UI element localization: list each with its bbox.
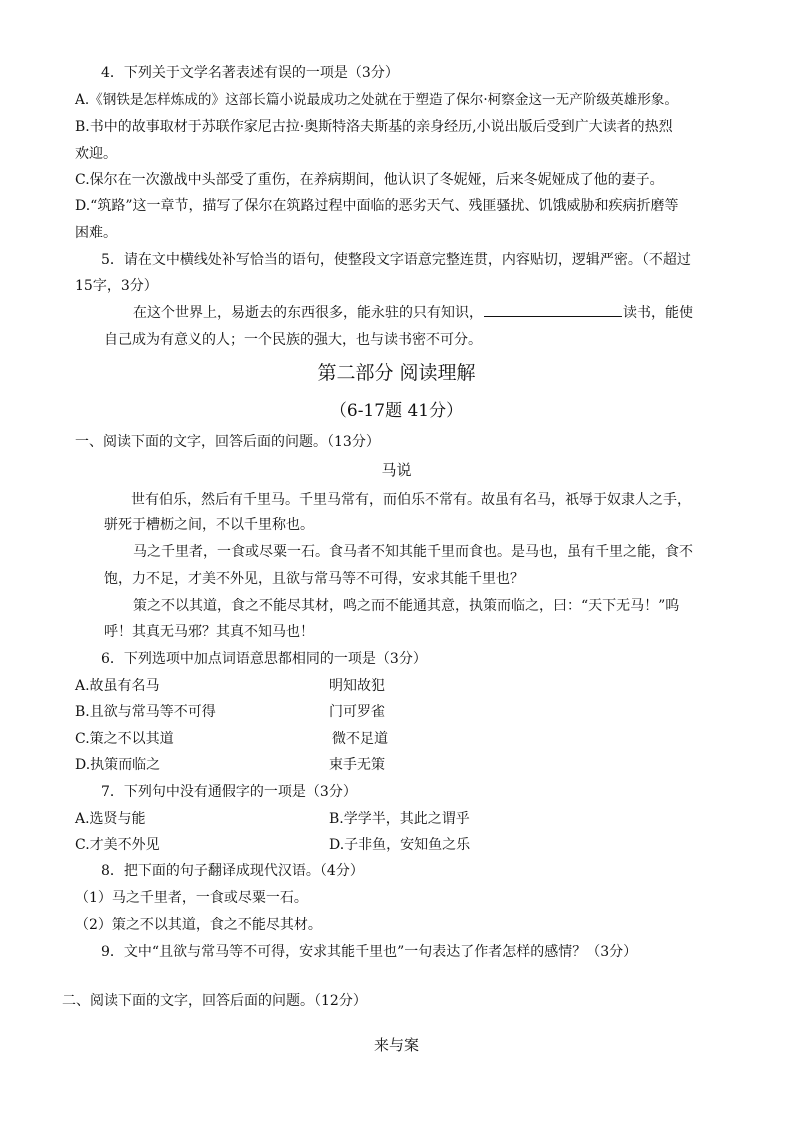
q7-stem: 7．下列句中没有通假字的一项是（3分） — [101, 784, 357, 800]
q6-option-d-compare: 束手无策 — [329, 757, 385, 773]
passage-p3-line1: 策之不以其道，食之不能尽其材，鸣之而不能通其意，执策而临之，曰：“天下无马！”呜 — [133, 598, 680, 614]
part2-title: 第二部分 阅读理解 — [317, 362, 476, 384]
q5-stem-line2: 15字，3分） — [75, 278, 158, 294]
q5-passage-after-blank: 读书，能使 — [623, 305, 693, 321]
q6-option-c: C.策之不以其道 — [75, 731, 174, 747]
passage-p2-line2: 饱，力不足，才美不外见，且欲与常马等不可得，安求其能千里也？ — [104, 571, 524, 587]
q4-stem: 4．下列关于文学名著表述有误的一项是（3分） — [101, 65, 399, 81]
q8-stem: 8．把下面的句子翻译成现代汉语。（4分） — [101, 863, 364, 879]
q5-answer-blank[interactable] — [484, 304, 622, 317]
q6-option-d: D.执策而临之 — [75, 757, 161, 773]
section2-text-title: 来与案 — [373, 1036, 419, 1054]
section2-intro: 二、阅读下面的文字，回答后面的问题。（12分） — [62, 993, 367, 1009]
part2-subtitle: （6-17题 41分） — [329, 401, 464, 421]
q5-stem-line1: 5．请在文中横线处补写恰当的语句，使整段文字语意完整连贯，内容贴切，逻辑严密。（不超过 — [101, 252, 691, 268]
passage-p1-line1: 世有伯乐，然后有千里马。千里马常有，而伯乐不常有。故虽有名马，祇辱于奴隶人之手， — [131, 492, 691, 508]
section1-text-title: 马说 — [381, 461, 412, 479]
passage-p3-line2: 呼！其真无马邪？其真不知马也！ — [104, 624, 314, 640]
q8-sentence-2: （2）策之不以其道，食之不能尽其材。 — [75, 917, 322, 933]
q7-option-a: A.选贤与能 — [75, 811, 146, 827]
q4-option-a: A.《钢铁是怎样炼成的》这部长篇小说最成功之处就在于塑造了保尔·柯察金这一无产阶级英雄形象。 — [75, 92, 678, 108]
q4-option-c: C.保尔在一次激战中头部受了重伤，在养病期间，他认识了冬妮娅，后来冬妮娅成了他的妻子。 — [75, 172, 664, 188]
q7-option-d: D.子非鱼，安知鱼之乐 — [329, 837, 471, 853]
passage-p1-line2: 骈死于槽枥之间，不以千里称也。 — [104, 517, 314, 533]
passage-p2-line1: 马之千里者，一食或尽粟一石。食马者不知其能千里而食也。是马也，虽有千里之能，食不 — [133, 544, 693, 560]
section1-intro: 一、阅读下面的文字，回答后面的问题。（13分） — [75, 434, 380, 450]
q5-passage-before-blank: 在这个世界上，易逝去的东西很多，能永驻的只有知识， — [133, 305, 483, 321]
q6-option-a-compare: 明知故犯 — [329, 678, 385, 694]
q6-option-c-compare: 微不足道 — [332, 731, 388, 747]
q4-option-b-line2: 欢迎。 — [75, 146, 117, 162]
q5-passage-line2: 自己成为有意义的人；一个民族的强大，也与读书密不可分。 — [104, 332, 482, 348]
q7-option-c: C.才美不外见 — [75, 837, 160, 853]
q4-option-d-line2: 困难。 — [75, 225, 117, 241]
q6-option-b-compare: 门可罗雀 — [329, 704, 385, 720]
q6-option-a: A.故虽有名马 — [75, 678, 160, 694]
q6-option-b: B.且欲与常马等不可得 — [75, 704, 216, 720]
q4-option-d-line1: D.“筑路”这一章节，描写了保尔在筑路过程中面临的恶劣天气、残匪骚扰、饥饿威胁和疾病折磨等 — [75, 198, 679, 214]
q5-passage-line1 — [133, 304, 693, 322]
q6-stem: 6．下列选项中加点词语意思都相同的一项是（3分） — [101, 651, 427, 667]
q9-stem: 9．文中“且欲与常马等不可得，安求其能千里也”一句表达了作者怎样的感情？（3分） — [101, 944, 638, 960]
q4-option-b-line1: B.书中的故事取材于苏联作家尼古拉·奥斯特洛夫斯基的亲身经历,小说出版后受到广大读者的热烈 — [75, 119, 673, 135]
q7-option-b: B.学学半，其此之谓乎 — [329, 811, 470, 827]
q8-sentence-1: （1）马之千里者，一食或尽粟一石。 — [75, 890, 308, 906]
